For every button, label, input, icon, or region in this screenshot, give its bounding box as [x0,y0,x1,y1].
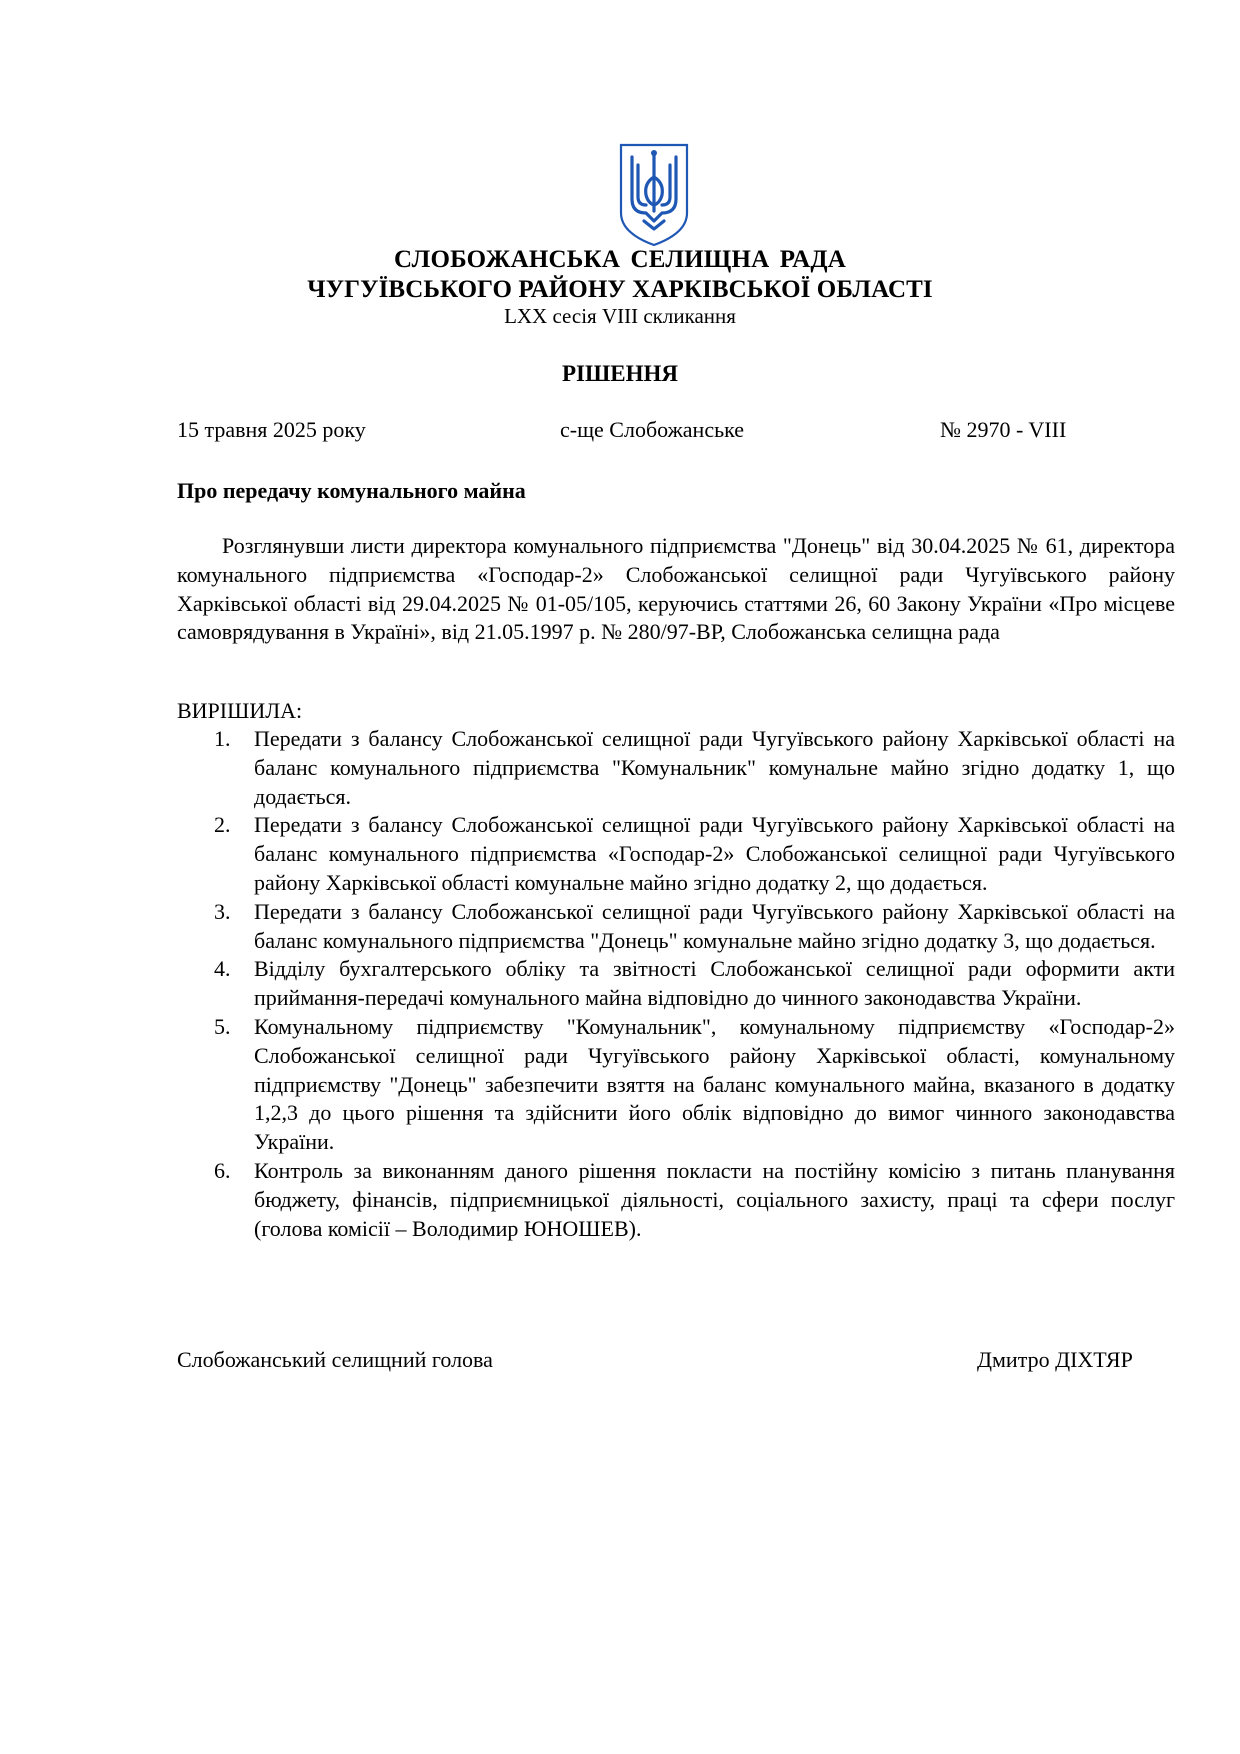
item-text: Передати з балансу Слобожанської селищної ради Чугуївського району Харківської області на баланс комунального підприємства "Комунальник" комунальне майно згідно додатку 1, що додається. [254,726,1175,809]
coat-of-arms-of-ukraine-icon [618,141,690,247]
item-number: 3. [214,898,231,924]
resolution-item-2 [177,811,1175,897]
item-text: Комунальному підприємству "Комунальник", комунальному підприємству «Господар-2» Слобожанської селищної ради Чугуївського району Харківської області, комунальному підприємству "Донець" забезпечити взяття на баланс комунального майна, вказаного в додатку 1,2,3 до цього рішення та здійснити його облік відповідно до вимог чинного законодавства України. [254,1013,1175,1155]
item-number: 5. [214,1013,231,1039]
document-title: РІШЕННЯ [562,361,678,386]
council-name: СЛОБОЖАНСЬКА СЕЛИЩНА РАДА [394,246,846,273]
item-text: Відділу бухгалтерського обліку та звітності Слобожанської селищної ради оформити акти приймання-передачі комунального майна відповідно до чинного законодавства України. [254,956,1175,1011]
preamble-paragraph: Розглянувши листи директора комунального підприємства "Донець" від 30.04.2025 № 61, директора комунального підприємства «Господар-2» Слобожанської селищної ради Чугуївського району Харківської області від 29.04.2025 № 01-05/105, керуючись статтями 26, 60 Закону України «Про місцеве самоврядування в Україні», від 21.05.1997 р. № 280/97-ВР, Слобожанська селищна рада [177,533,1175,645]
resolution-item-4 [177,955,1175,1013]
item-text: Передати з балансу Слобожанської селищної ради Чугуївського району Харківської області на баланс комунального підприємства «Господар-2» Слобожанської селищної ради Чугуївського району Харківської області комунальне майно згідно додатку 2, що додається. [254,812,1175,895]
decision-subject: Про передачу комунального майна [177,478,526,503]
signatory-name: Дмитро ДІХТЯР [977,1347,1133,1372]
decision-place: с-ще Слобожанське [560,417,745,442]
decision-number: № 2970 - VIII [940,417,1067,442]
item-number: 6. [214,1157,231,1183]
decision-date: 15 травня 2025 року [177,417,366,442]
resolution-item-5 [177,1013,1175,1157]
item-text: Контроль за виконанням даного рішення покласти на постійну комісію з питань планування бюджету, фінансів, підприємницької діяльності, соціального захисту, праці та сфери послуг (голова комісії – Володимир ЮНОШЕВ). [254,1157,1175,1241]
item-number: 4. [214,956,231,982]
item-number: 2. [214,812,231,838]
resolution-item-1 [177,725,1175,811]
resolution-item-6 [177,1157,1175,1243]
session-line: LXX сесія VIII скликання [504,304,736,328]
resolution-items [177,725,1175,1243]
item-text: Передати з балансу Слобожанської селищної ради Чугуївського району Харківської області на баланс комунального підприємства "Донець" комунальне майно згідно додатку 3, що додається. [254,898,1175,953]
item-number: 1. [214,726,231,751]
council-district: ЧУГУЇВСЬКОГО РАЙОНУ ХАРКІВСЬКОЇ ОБЛАСТІ [307,276,933,303]
resolved-label: ВИРІШИЛА: [177,698,303,723]
resolution-item-3 [177,898,1175,956]
signatory-position: Слобожанський селищний голова [177,1347,493,1372]
